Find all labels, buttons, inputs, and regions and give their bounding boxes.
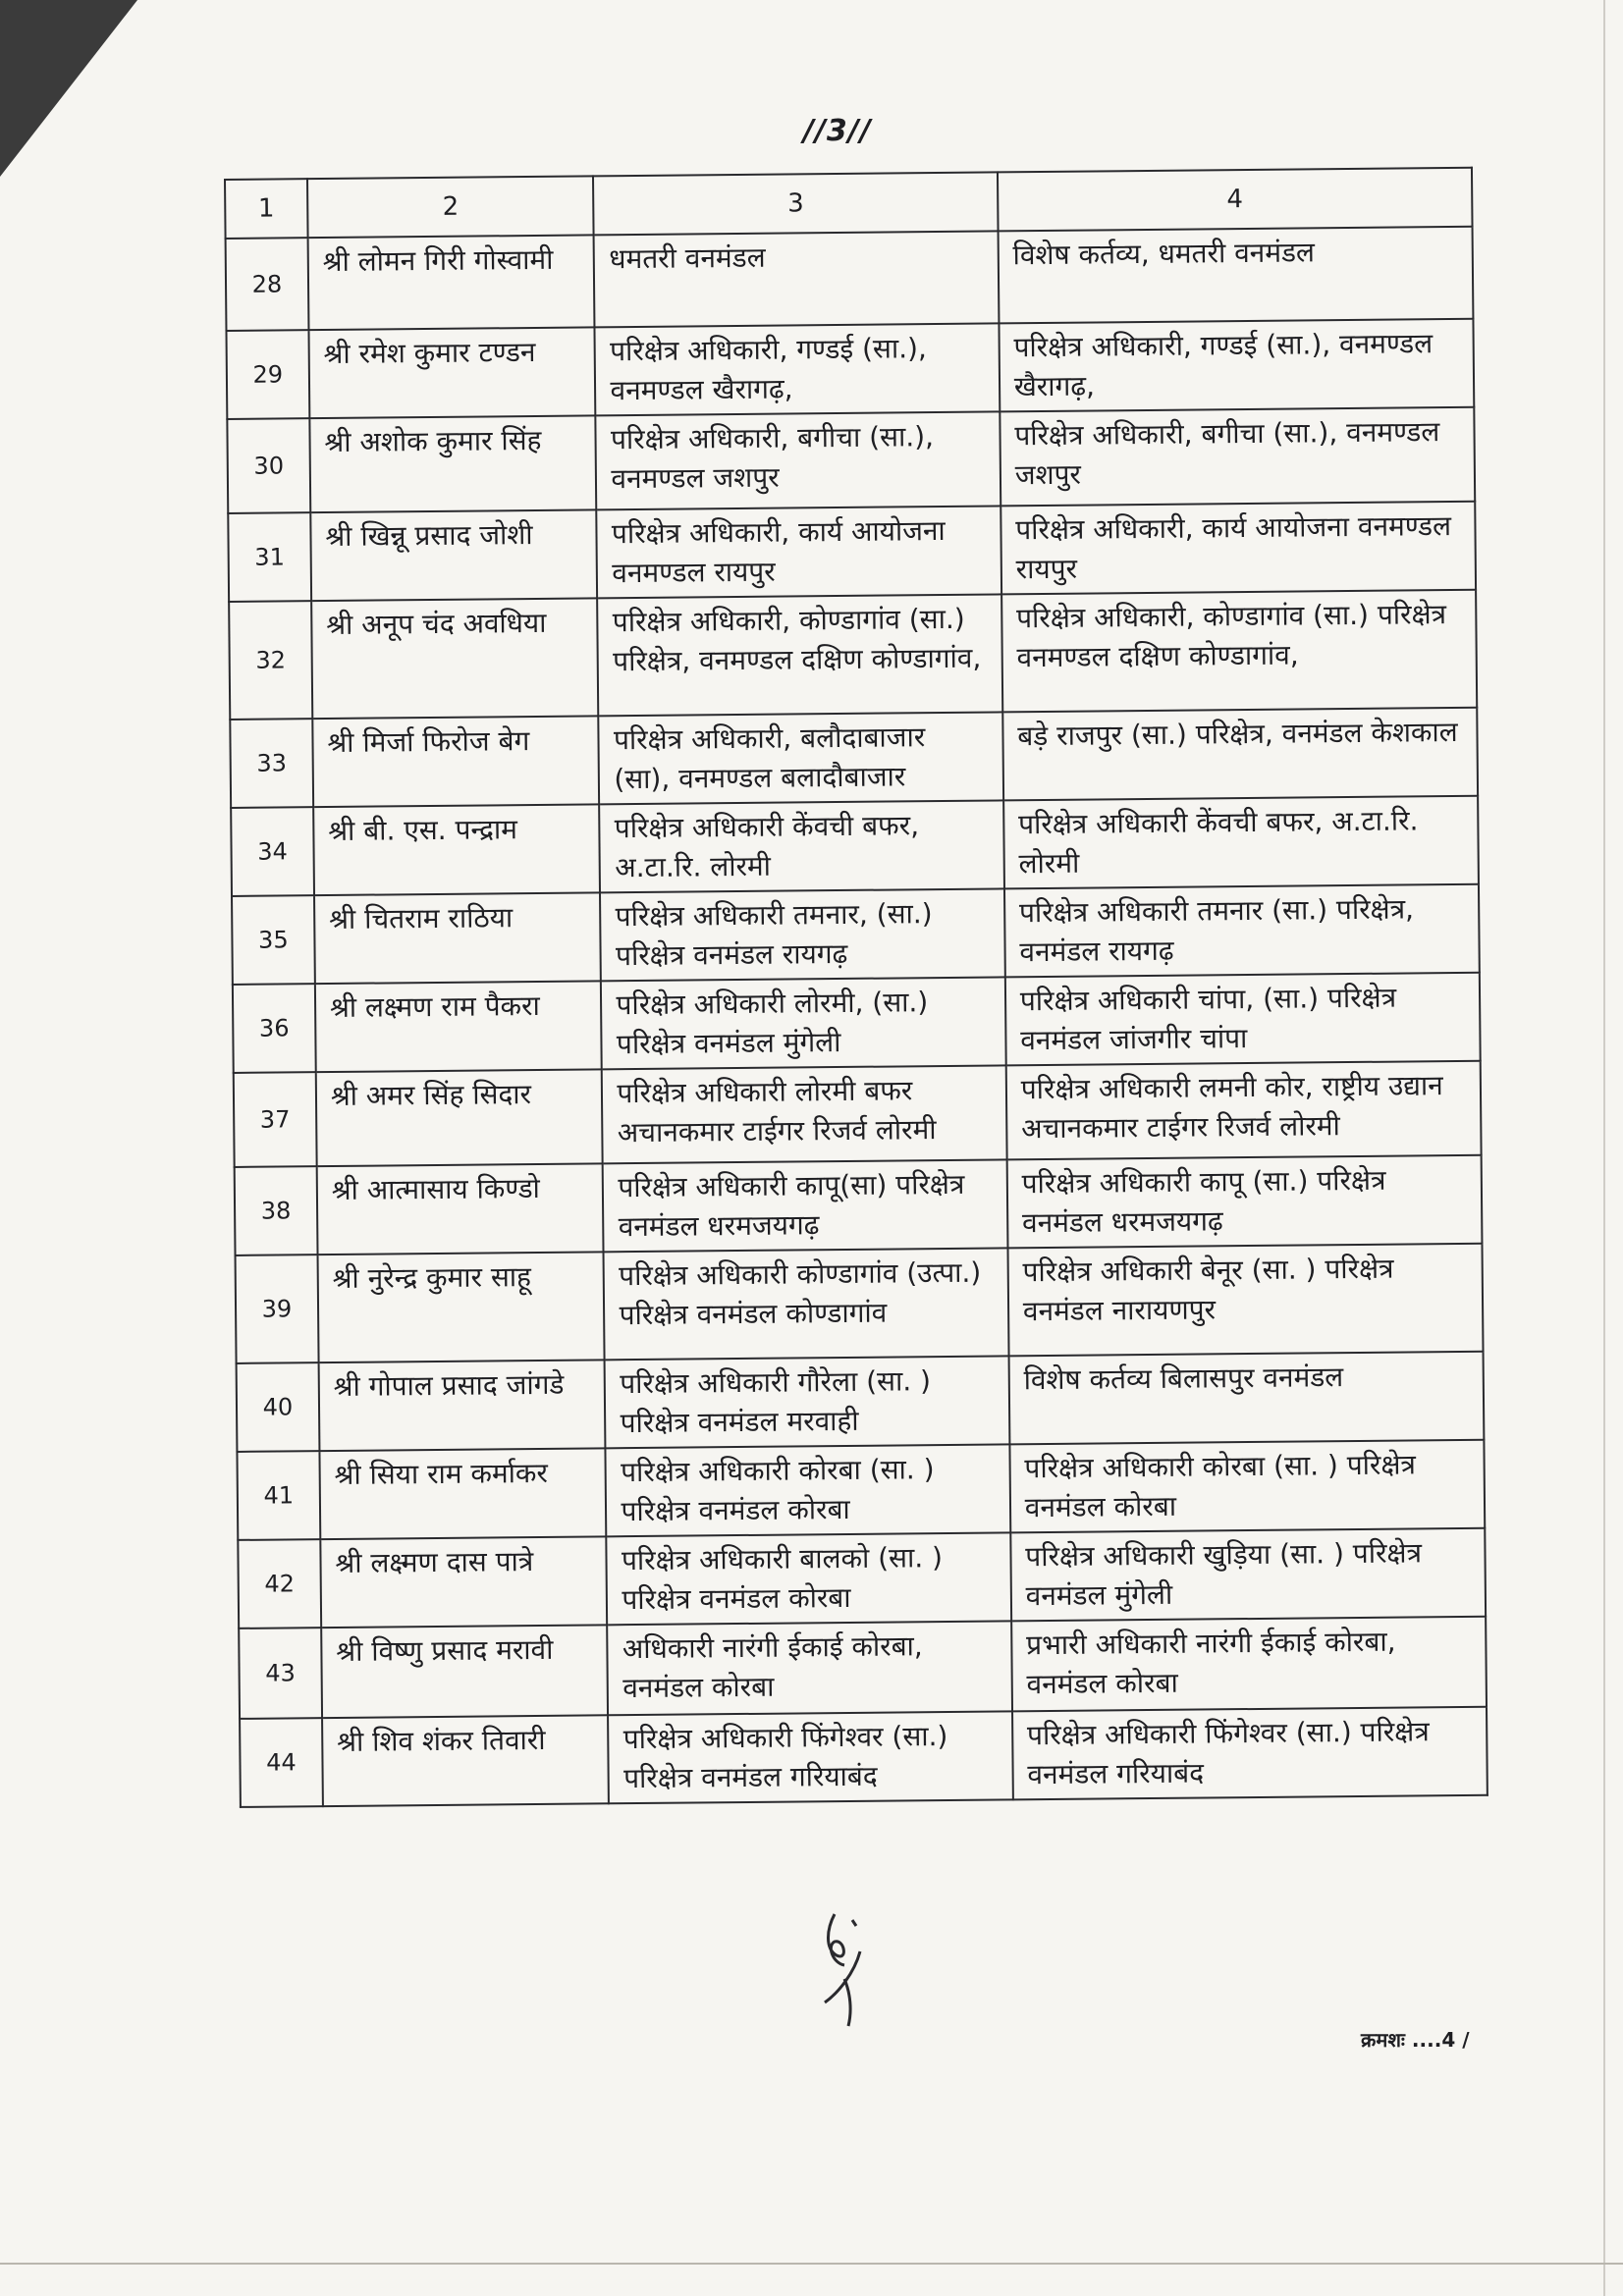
current-posting-cell: परिक्षेत्र अधिकारी केंवची बफर, अ.टा.रि. लोरमी	[600, 800, 1004, 892]
table-row	[235, 1155, 1483, 1255]
serial-number-cell: 39	[236, 1255, 319, 1363]
new-posting-cell: बड़े राजपुर (सा.) परिक्षेत्र, वनमंडल केशकाल	[1002, 708, 1478, 801]
current-posting-cell: परिक्षेत्र अधिकारी, कार्य आयोजना वनमण्डल रायपुर	[597, 506, 1001, 598]
new-posting-cell: विशेष कर्तव्य बिलासपुर वनमंडल	[1008, 1352, 1484, 1445]
serial-number-cell: 44	[240, 1718, 323, 1807]
officer-name-cell: श्री सिया राम कर्माकर	[319, 1448, 606, 1539]
scan-bottom-rule	[0, 2263, 1623, 2265]
table-row	[234, 1061, 1482, 1167]
serial-number-cell: 37	[234, 1072, 317, 1167]
new-posting-cell: परिक्षेत्र अधिकारी फिंगेश्वर (सा.) परिक्षेत्र वनमंडल गरियाबंद	[1012, 1707, 1488, 1800]
new-posting-cell: परिक्षेत्र अधिकारी केंवची बफर, अ.टा.रि. लोरमी	[1003, 796, 1479, 889]
serial-number-cell: 36	[233, 984, 316, 1073]
officer-name-cell: श्री लोमन गिरी गोस्वामी	[307, 235, 594, 330]
officer-name-cell: श्री चितराम राठिया	[314, 892, 601, 984]
table-row	[236, 1244, 1484, 1363]
serial-number-cell: 40	[237, 1362, 320, 1452]
officer-name-cell: श्री गोपाल प्रसाद जांगडे	[318, 1360, 605, 1451]
new-posting-cell: परिक्षेत्र अधिकारी, कोण्डागांव (सा.) परिक्षेत्र वनमण्डल दक्षिण कोण्डागांव,	[1001, 590, 1477, 713]
table-row	[239, 1617, 1487, 1719]
handwritten-signature	[805, 1895, 893, 2032]
serial-number-cell: 41	[237, 1451, 320, 1540]
current-posting-cell: परिक्षेत्र अधिकारी, बलौदाबाजार (सा), वनमण्डल बलादौबाजार	[599, 712, 1003, 804]
current-posting-cell: परिक्षेत्र अधिकारी कापू(सा) परिक्षेत्र वनमंडल धरमजयगढ़	[603, 1159, 1007, 1252]
table-row	[228, 502, 1476, 602]
officer-name-cell: श्री खिन्नू प्रसाद जोशी	[310, 509, 597, 601]
current-posting-cell: धमतरी वनमंडल	[594, 231, 999, 327]
header-col-2: 2	[307, 176, 594, 238]
current-posting-cell: परिक्षेत्र अधिकारी, कोण्डागांव (सा.) परिक्षेत्र, वनमण्डल दक्षिण कोण्डागांव,	[598, 594, 1002, 716]
current-posting-cell: परिक्षेत्र अधिकारी फिंगेश्वर (सा.) परिक्षेत्र वनमंडल गरियाबंद	[609, 1711, 1013, 1803]
current-posting-cell: परिक्षेत्र अधिकारी, गण्डई (सा.), वनमण्डल खैरागढ़,	[595, 323, 1000, 415]
officer-name-cell: श्री अनूप चंद अवधिया	[311, 598, 599, 719]
officer-name-cell: श्री आत्मासाय किण्डो	[317, 1163, 604, 1255]
officer-name-cell: श्री मिर्जा फिरोज बेग	[312, 716, 599, 807]
table-row	[231, 796, 1479, 896]
serial-number-cell: 28	[226, 238, 309, 331]
new-posting-cell: परिक्षेत्र अधिकारी, कार्य आयोजना वनमण्डल रायपुर	[1001, 502, 1476, 595]
current-posting-cell: परिक्षेत्र अधिकारी कोण्डागांव (उत्पा.) परिक्षेत्र वनमंडल कोण्डागांव	[604, 1248, 1008, 1360]
current-posting-cell: परिक्षेत्र अधिकारी बालको (सा. ) परिक्षेत्र वनमंडल कोरबा	[607, 1532, 1011, 1625]
transfer-table	[224, 167, 1488, 1808]
serial-number-cell: 29	[226, 330, 309, 419]
new-posting-cell: परिक्षेत्र अधिकारी, गण्डई (सा.), वनमण्डल खैरागढ़,	[999, 319, 1474, 412]
header-col-4: 4	[998, 168, 1473, 232]
page-number: //3//	[803, 114, 872, 148]
serial-number-cell: 35	[232, 895, 315, 985]
current-posting-cell: परिक्षेत्र अधिकारी गौरेला (सा. ) परिक्षेत्र वनमंडल मरवाही	[605, 1356, 1009, 1448]
continuation-note: क्रमशः ....4 /	[1361, 2028, 1470, 2052]
current-posting-cell: परिक्षेत्र अधिकारी लोरमी बफर अचानकमार टाईगर रिजर्व लोरमी	[602, 1065, 1006, 1163]
officer-name-cell: श्री अमर सिंह सिदार	[316, 1069, 604, 1166]
officer-name-cell: श्री अशोक कुमार सिंह	[309, 415, 597, 512]
table-row	[226, 227, 1474, 331]
header-col-1: 1	[225, 179, 307, 239]
officer-name-cell: श्री लक्ष्मण राम पैकरा	[315, 981, 602, 1072]
table-row	[229, 590, 1477, 720]
officer-name-cell: श्री शिव शंकर तिवारी	[322, 1715, 609, 1806]
officer-name-cell: श्री लक्ष्मण दास पात्रे	[320, 1536, 607, 1628]
table-row	[233, 973, 1481, 1073]
new-posting-cell: परिक्षेत्र अधिकारी कापू (सा.) परिक्षेत्र वनमंडल धरमजयगढ़	[1006, 1155, 1482, 1249]
table-row	[232, 884, 1480, 985]
serial-number-cell: 34	[231, 807, 314, 896]
table-row	[238, 1528, 1486, 1629]
new-posting-cell: परिक्षेत्र अधिकारी चांपा, (सा.) परिक्षेत्र वनमंडल जांजगीर चांपा	[1005, 973, 1481, 1066]
scan-edge-line	[1603, 0, 1605, 2296]
serial-number-cell: 42	[238, 1539, 321, 1629]
new-posting-cell: परिक्षेत्र अधिकारी तमनार (सा.) परिक्षेत्र, वनमंडल रायगढ़	[1004, 884, 1480, 978]
serial-number-cell: 32	[229, 601, 312, 720]
scan-corner-shadow	[0, 0, 137, 177]
current-posting-cell: परिक्षेत्र अधिकारी, बगीचा (सा.), वनमण्डल जशपुर	[596, 411, 1001, 509]
current-posting-cell: परिक्षेत्र अधिकारी लोरमी, (सा.) परिक्षेत्र वनमंडल मुंगेली	[601, 977, 1005, 1069]
serial-number-cell: 38	[235, 1166, 318, 1255]
table-row	[240, 1707, 1488, 1807]
new-posting-cell: परिक्षेत्र अधिकारी खुड़िया (सा. ) परिक्षेत्र वनमंडल मुंगेली	[1010, 1528, 1486, 1622]
officer-name-cell: श्री नुरेन्द्र कुमार साहू	[317, 1252, 605, 1362]
serial-number-cell: 31	[228, 512, 311, 602]
serial-number-cell: 30	[227, 418, 310, 513]
officer-name-cell: श्री बी. एस. पन्द्राम	[313, 804, 600, 895]
serial-number-cell: 43	[239, 1628, 322, 1719]
table-row	[226, 319, 1474, 419]
officer-name-cell: श्री विष्णु प्रसाद मरावी	[321, 1625, 608, 1718]
table-row	[230, 708, 1478, 808]
serial-number-cell: 33	[230, 719, 313, 808]
officer-name-cell: श्री रमेश कुमार टण्डन	[308, 327, 595, 418]
new-posting-cell: परिक्षेत्र अधिकारी कोरबा (सा. ) परिक्षेत्र वनमंडल कोरबा	[1009, 1440, 1485, 1533]
transfer-table-body	[225, 168, 1488, 1807]
current-posting-cell: परिक्षेत्र अधिकारी कोरबा (सा. ) परिक्षेत्र वनमंडल कोरबा	[606, 1444, 1010, 1536]
current-posting-cell: परिक्षेत्र अधिकारी तमनार, (सा.) परिक्षेत्र वनमंडल रायगढ़	[600, 888, 1004, 981]
new-posting-cell: परिक्षेत्र अधिकारी, बगीचा (सा.), वनमण्डल जशपुर	[1000, 407, 1475, 507]
current-posting-cell: अधिकारी नारंगी ईकाई कोरबा, वनमंडल कोरबा	[608, 1621, 1012, 1715]
header-col-3: 3	[593, 172, 998, 235]
new-posting-cell: विशेष कर्तव्य, धमतरी वनमंडल	[998, 227, 1473, 324]
table-row	[227, 407, 1475, 513]
table-row	[237, 1352, 1485, 1452]
new-posting-cell: परिक्षेत्र अधिकारी लमनी कोर, राष्ट्रीय उद्यान अचानकमार टाईगर रिजर्व लोरमी	[1006, 1061, 1482, 1160]
new-posting-cell: परिक्षेत्र अधिकारी बेनूर (सा. ) परिक्षेत्र वनमंडल नारायणपुर	[1007, 1244, 1483, 1357]
new-posting-cell: प्रभारी अधिकारी नारंगी ईकाई कोरबा, वनमंडल कोरबा	[1011, 1617, 1487, 1712]
table-row	[237, 1440, 1485, 1540]
